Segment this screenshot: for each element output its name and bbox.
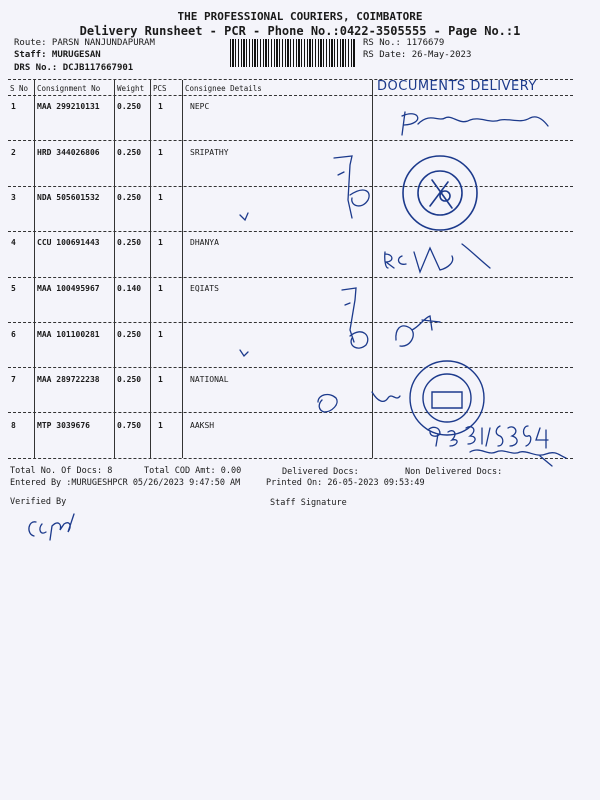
- row-sno: 4: [11, 238, 16, 247]
- total-cod: Total COD Amt: 0.00: [144, 466, 242, 476]
- rs-number: RS No.: 1176679: [363, 38, 445, 48]
- col-header-consignment: Consignment No: [37, 84, 101, 93]
- printed-on: Printed On: 26-05-2023 09:53:49: [266, 478, 425, 488]
- row-consignment: MAA 101100281: [37, 330, 100, 339]
- row-sno: 8: [11, 421, 16, 430]
- staff-label: Staff: MURUGESAN: [14, 50, 101, 60]
- row-weight: 0.250: [117, 148, 142, 157]
- row-weight: 0.250: [117, 102, 142, 111]
- row-weight: 0.250: [117, 238, 142, 247]
- drs-number: DRS No.: DCJB117667901: [14, 63, 134, 73]
- entered-by: Entered By :MURUGESHPCR 05/26/2023 9:47:50 AM: [10, 478, 241, 488]
- signature-row1: [402, 112, 548, 135]
- col-header-consignee: Consignee Details: [185, 84, 262, 93]
- row-pcs: 1: [158, 284, 163, 293]
- row-consignment: MAA 289722238: [37, 375, 100, 384]
- row-weight: 0.140: [117, 284, 142, 293]
- row-weight: 0.750: [117, 421, 142, 430]
- row-consignee: DHANYA: [190, 238, 219, 247]
- row-sno: 6: [11, 330, 16, 339]
- signature-row4: [385, 244, 490, 272]
- rs-date: RS Date: 26-May-2023: [363, 50, 472, 60]
- delivered-docs: Delivered Docs:: [282, 467, 359, 477]
- company-name: THE PROFESSIONAL COURIERS, COIMBATORE: [177, 10, 423, 23]
- col-header-pcs: PCS: [153, 84, 167, 93]
- row-consignment: NDA 505601532: [37, 193, 100, 202]
- handwritten-phone-number: [428, 426, 548, 448]
- row-pcs: 1: [158, 421, 163, 430]
- round-seal-row7: [410, 361, 484, 435]
- handmark-row6: [240, 350, 248, 356]
- documents-delivery-stamp: DOCUMENTS DELIVERY: [377, 79, 537, 94]
- signature-row8: [470, 450, 566, 466]
- runsheet-title: Delivery Runsheet - PCR - Phone No.:0422-3505555 - Page No.:1: [79, 24, 521, 38]
- row-consignee: AAKSH: [190, 421, 215, 430]
- handmark-row7: [318, 392, 400, 412]
- company-seal: [403, 156, 477, 230]
- row-sno: 5: [11, 284, 16, 293]
- row-pcs: 1: [158, 102, 163, 111]
- row-consignee: NEPC: [190, 102, 210, 111]
- verifier-signature: [29, 514, 74, 540]
- row-pcs: 1: [158, 375, 163, 384]
- verified-by-label: Verified By: [10, 497, 67, 507]
- col-header-sno: S No: [10, 84, 29, 93]
- row-pcs: 1: [158, 193, 163, 202]
- row-pcs: 1: [158, 330, 163, 339]
- row-sno: 1: [11, 102, 16, 111]
- row-consignment: MTP 3039676: [37, 421, 90, 430]
- row-consignment: HRD 344026806: [37, 148, 100, 157]
- route-label: Route: PARSN NANJUNDAPURAM: [14, 38, 155, 48]
- row-sno: 7: [11, 375, 16, 384]
- row-consignment: CCU 100691443: [37, 238, 100, 247]
- row-consignment: MAA 299210131: [37, 102, 100, 111]
- row-consignee: NATIONAL: [190, 375, 229, 384]
- col-header-weight: Weight: [117, 84, 145, 93]
- handmark-row3: [240, 213, 248, 220]
- row-sno: 2: [11, 148, 16, 157]
- row-pcs: 1: [158, 148, 163, 157]
- row-consignment: MAA 100495967: [37, 284, 100, 293]
- handmark-row2: [334, 156, 369, 218]
- row-weight: 0.250: [117, 193, 142, 202]
- handmark-row5: [342, 288, 368, 348]
- row-consignee: SRIPATHY: [190, 148, 229, 157]
- signature-row6: [396, 316, 440, 346]
- staff-signature-label: Staff Signature: [270, 498, 347, 508]
- row-weight: 0.250: [117, 375, 142, 384]
- total-docs: Total No. Of Docs: 8: [10, 466, 113, 476]
- row-sno: 3: [11, 193, 16, 202]
- row-pcs: 1: [158, 238, 163, 247]
- row-consignee: EQIATS: [190, 284, 219, 293]
- row-weight: 0.250: [117, 330, 142, 339]
- non-delivered-docs: Non Delivered Docs:: [405, 467, 503, 477]
